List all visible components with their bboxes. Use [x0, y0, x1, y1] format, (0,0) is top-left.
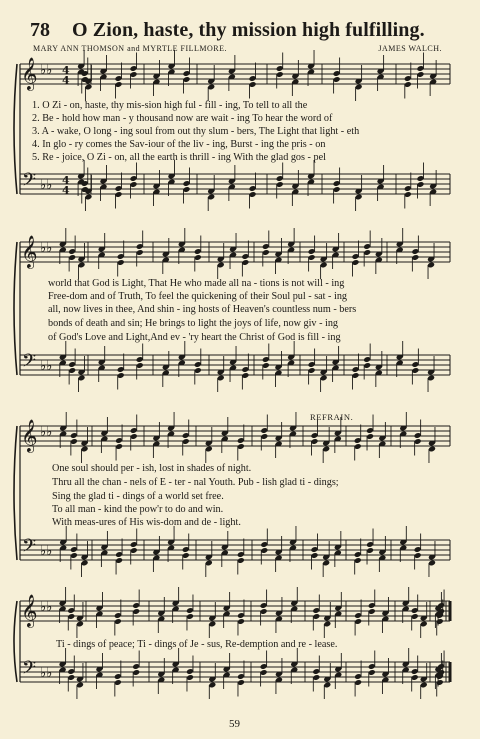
- lyric-line: 4. In glo - ry comes the Sav-iour of the liv - ing, Burst - ing the pris - on: [32, 139, 326, 150]
- key-signature-flats-icon: ♭♭: [40, 359, 53, 374]
- lyric-line: of God's Love and Light,And ev - 'ry heart the Christ of God is fill - ing: [48, 332, 341, 343]
- hymn-title: O Zion, haste, thy mission high fulfilling.: [72, 19, 425, 41]
- lyric-line: 2. Be - hold how man - y thousand now are wait - ing To hear the word of: [32, 113, 333, 124]
- bass-clef-icon: 𝄢: [22, 658, 37, 683]
- lyric-line: 1. O Zi - on, haste, thy mis-sion high ful - fill - ing, To tell to all the: [32, 100, 308, 111]
- key-signature-flats-icon: ♭♭: [40, 63, 53, 78]
- time-signature-top: 4: [62, 64, 70, 77]
- lyricist-credit: MARY ANN THOMSON and MYRTLE FILLMORE.: [33, 44, 228, 53]
- time-signature-top: 4: [62, 74, 70, 87]
- treble-clef-icon: 𝄞: [21, 419, 38, 452]
- lyric-line: One soul should per - ish, lost in shades of night.: [52, 463, 252, 474]
- bass-clef-icon: 𝄢: [22, 536, 37, 561]
- bass-clef-icon: 𝄢: [22, 170, 37, 195]
- system-brace: [14, 242, 17, 375]
- page-number: 59: [229, 718, 240, 730]
- key-signature-flats-icon: ♭♭: [40, 241, 53, 256]
- key-signature-flats-icon: ♭♭: [40, 544, 53, 559]
- lyric-line: Ti - dings of peace; Ti - dings of Je - sus, Re-demption and re - lease.: [56, 639, 338, 650]
- time-signature-bottom: 4: [62, 174, 70, 187]
- lyric-line: world that God is Light, That He who made all na - tions is not will - ing: [48, 278, 345, 289]
- lyric-line: 5. Re - joice, O Zi - on, all the earth is thrill - ing With the glad gos - pel: [32, 152, 326, 163]
- refrain-label: REFRAIN.: [310, 412, 354, 422]
- key-signature-flats-icon: ♭♭: [40, 178, 53, 193]
- lyric-line: With meas-ures of His wis-dom and de - light.: [52, 517, 241, 528]
- composer-credit: JAMES WALCH.: [378, 44, 442, 53]
- lyric-line: Sing the glad ti - dings of a world set free.: [52, 491, 224, 502]
- system-brace: [14, 426, 17, 560]
- key-signature-flats-icon: ♭♭: [40, 600, 53, 615]
- lyric-line: bonds of death and sin; He brings to light the joys of life, now giv - ing: [48, 318, 339, 329]
- time-signature-bottom: 4: [62, 184, 70, 197]
- treble-clef-icon: 𝄞: [21, 57, 38, 90]
- lyric-line: Thru all the chan - nels of E - ter - nal Youth. Pub - lish glad ti - dings;: [52, 477, 339, 488]
- lyric-line: 3. A - wake, O long - ing soul from out thy slum - bers, The Light that light - eth: [32, 126, 360, 137]
- lyric-line: Free-dom and of Truth, To feel the quickening of their Soul pul - sat - ing: [48, 291, 348, 302]
- key-signature-flats-icon: ♭♭: [40, 666, 53, 681]
- hymn-number: 78: [30, 19, 50, 41]
- lyric-line: To all man - kind the pow'r to do and win.: [52, 504, 224, 515]
- treble-clef-icon: 𝄞: [21, 594, 38, 627]
- key-signature-flats-icon: ♭♭: [40, 425, 53, 440]
- system-brace: [14, 601, 17, 682]
- system-brace: [14, 64, 17, 194]
- lyric-line: all, now lives in thee, And shin - ing hosts of Heaven's countless num - bers: [48, 304, 357, 315]
- treble-clef-icon: 𝄞: [21, 235, 38, 268]
- bass-clef-icon: 𝄢: [22, 351, 37, 376]
